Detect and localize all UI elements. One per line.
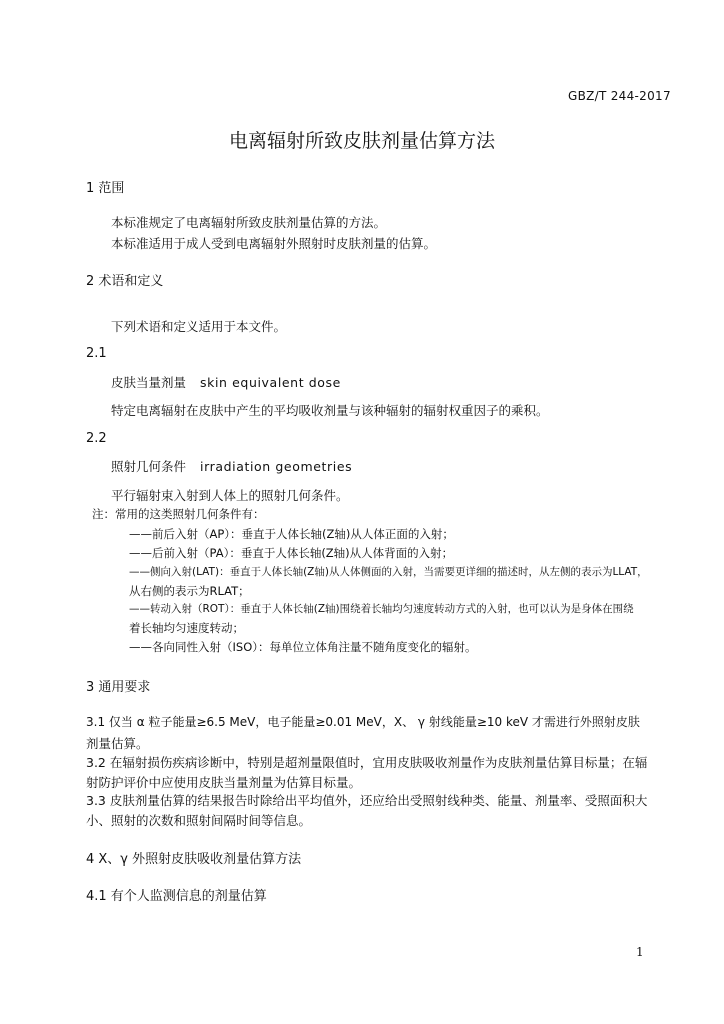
note-line: ——转动入射（ROT）：垂直于人体长轴(Z轴)围绕着长轴均匀速度转动方式的入射，也可以认为是身体在围绕 <box>129 603 634 615</box>
section-3-heading: 3 通用要求 <box>86 680 151 695</box>
section-3-line: 3.3 皮肤剂量估算的结果报告时除给出平均值外，还应给出受照射线种类、能量、剂量率、受照面积大 <box>86 793 648 808</box>
page-number: 1 <box>636 945 644 959</box>
note-line: ——侧向入射(LAT)：垂直于人体长轴(Z轴)从人体侧面的入射，当需要更详细的描述时，从左侧的表示为LLAT， <box>129 566 648 578</box>
term-2-1-en: skin equivalent dose <box>200 375 341 390</box>
note-line: 从右侧的表示为RLAT； <box>129 584 250 598</box>
section-3-line: 3.2 在辐射损伤疾病诊断中，特别是超剂量限值时，宜用皮肤吸收剂量作为皮肤剂量估算目标量；在辐 <box>86 755 648 770</box>
section-3-line: 剂量估算。 <box>86 736 149 751</box>
section-4-1-heading: 4.1 有个人监测信息的剂量估算 <box>86 889 267 904</box>
term-2-2-definition: 平行辐射束入射到人体上的照射几何条件。 <box>111 488 349 503</box>
section-1-paragraph: 本标准规定了电离辐射所致皮肤剂量估算的方法。 <box>111 215 387 230</box>
term-2-1-number: 2.1 <box>86 346 107 361</box>
term-2-1-cn: 皮肤当量剂量 <box>111 375 187 390</box>
term-2-1-definition: 特定电离辐射在皮肤中产生的平均吸收剂量与该种辐射的辐射权重因子的乘积。 <box>111 403 549 418</box>
section-3-line: 射防护评价中应使用皮肤当量剂量为估算目标量。 <box>86 775 362 790</box>
note-line: ——后前入射（PA）：垂直于人体长轴(Z轴)从人体背面的入射； <box>129 546 454 560</box>
term-2-2-cn: 照射几何条件 <box>111 459 187 474</box>
note-line: 着长轴均匀速度转动； <box>129 621 244 635</box>
term-2-2-number: 2.2 <box>86 431 107 446</box>
term-2-2 <box>111 457 352 475</box>
section-1-heading: 1 范围 <box>86 181 125 196</box>
note-head: 注：常用的这类照射几何条件有： <box>92 507 265 521</box>
section-1-paragraph: 本标准适用于成人受到电离辐射外照射时皮肤剂量的估算。 <box>111 236 437 251</box>
section-2-heading: 2 术语和定义 <box>86 274 164 289</box>
section-4-heading: 4 X、γ 外照射皮肤吸收剂量估算方法 <box>86 852 302 867</box>
section-3-line: 小、照射的次数和照射间隔时间等信息。 <box>86 813 312 828</box>
note-line: ——前后入射（AP）：垂直于人体长轴(Z轴)从人体正面的入射； <box>129 527 454 541</box>
note-line: ——各向同性入射（ISO）：每单位立体角注量不随角度变化的辐射。 <box>129 640 477 654</box>
section-2-intro: 下列术语和定义适用于本文件。 <box>111 319 287 334</box>
term-2-2-en: irradiation geometries <box>200 459 353 474</box>
standard-code: GBZ/T 244-2017 <box>568 89 671 103</box>
section-3-line: 3.1 仅当 α 粒子能量≥6.5 MeV，电子能量≥0.01 MeV，X、 γ 射线能量≥10 keV 才需进行外照射皮肤 <box>86 715 640 729</box>
document-title: 电离辐射所致皮肤剂量估算方法 <box>228 130 495 152</box>
term-2-1 <box>111 373 341 391</box>
